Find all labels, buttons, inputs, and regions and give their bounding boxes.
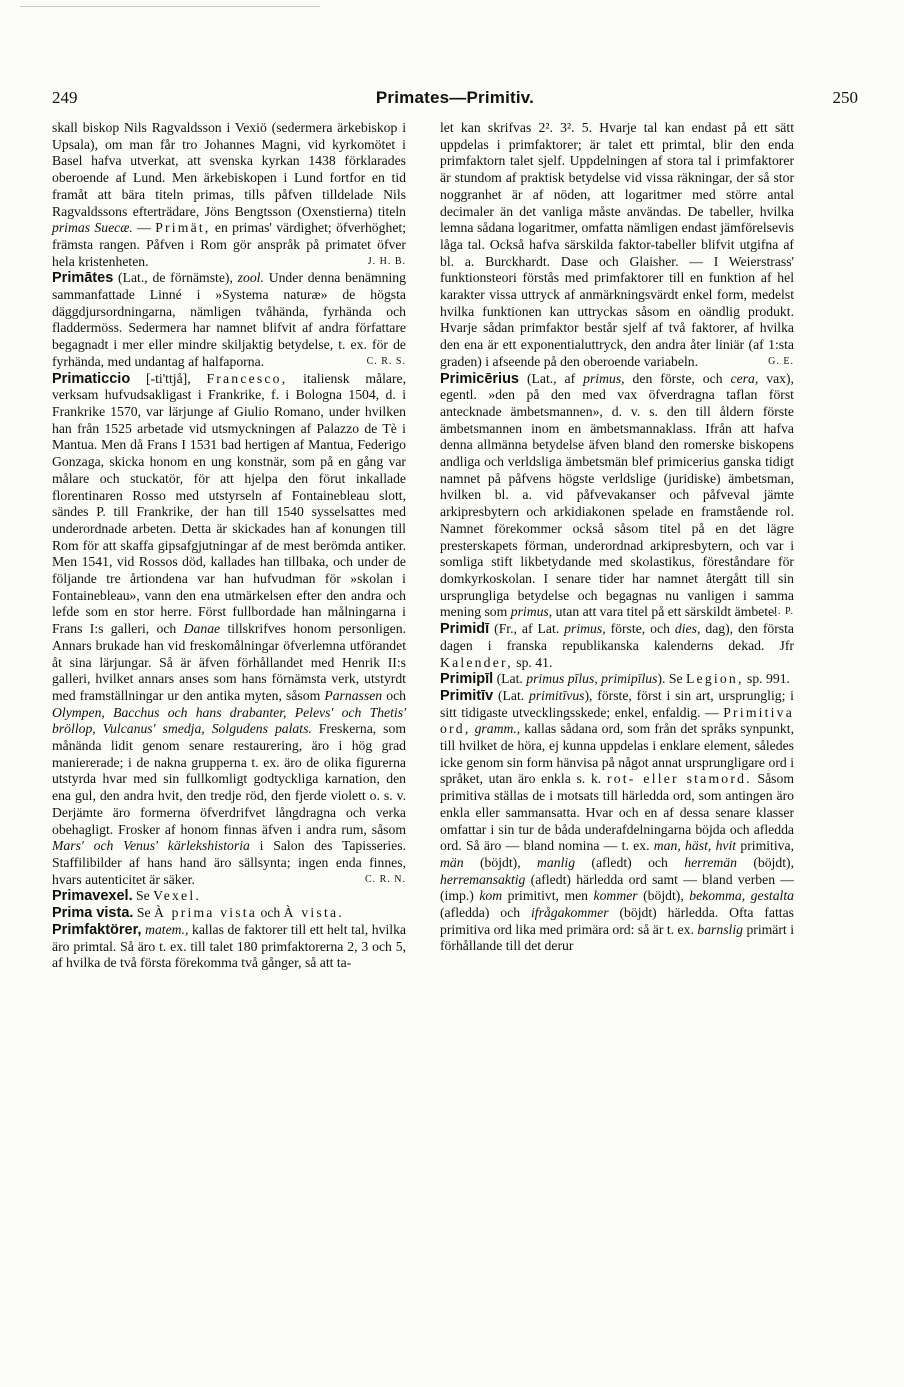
entry-primipil: Primipīl (Lat. primus pīlus, primipīlus). Se Legion, sp. 991. — [440, 671, 790, 688]
entry-primaticcio: Primaticcio [-ti'ttjå], Francesco, italiensk målare, verksam hufvudsakligast i Frankrike, f. i Bologna 1504, d. i Frankrike 1570, var lärjunge af Giulio Romano, under hvilken han från 1525 arbetade vid utsmyckningen af Palazzo de Tè i Mantua. Men då Frans I 1531 bad hertigen af Mantua, Federigo Gonzaga, skicka honom en ung konstnär, som på en gång var målare och stuckatör, för att hjelpa den förut inkallade florentinaren Rosso med utstyrseln af Fontainebleau slott, sändes P. till Frankrike, der han till 1540 sysselsattes med underordnade arbeten. Detta är skickades han af konungen till Rom för att skaffa gipsafgjutningar af de mest berömda antiker. Men 1541, vid Rossos död, kallades han tillbaka, och under de följande tre årtiondena var han hufvudman för »skolan i Fontainebleau», vann den ena utmärkelsen efter den andra och lefde som en stor herre. Först fullbordade han målningarna i Frans I:s galleri, och Danae tillskrifves honom personligen. Annars brukade han vid freskomålningar öfverlemna utförandet åt sina lärjungar. Så är äfven förhållandet med Henrik II:s galleri, hvilket annars anses som hans förnämsta verk, utstyrdt med framställningar ur den antika myten, såsom Parnassen och Olympen, Bacchus och hans drabanter, Pelevs' och Thetis' bröllop, Vulcanus' smedja, Solgudens palats. Freskerna, som månända lidit genom senare restaurering, äro i hög grad maniererade; i de nakna grupperna t. ex. äro de olika figurerna utstyrda hvar med sin fullkomligt godtyckliga karnation, den ena gul, den andra hvit, den tredje röd, den fjerde violett o. s. v. Derjämte äro formerna öfverdrifvet långdragna och verka obehagligt. Frosker af honom finnas äfven i andra rum, såsom Mars' och Venus' kärlekshistoria i Salon des Tapisseries. Staffilibilder af hans hand äro sällsynta; ingen enda finnes, hvars autenticitet är säker. — [52, 370, 406, 887]
entry-primates: Primātes (Lat., de förnämste), zool. Under denna benämning sammanfattade Linné i »Systema naturæ» de högsta däggdjursordningarna, nämligen tvåhända, fyrhända och fladdermöss. Sedermera har namnet blifvit af andra författare begagnadt i mer eller mindre skiljaktig betydelse, t. ex. för de fyrhända, med undantag af halfaporna. — [52, 270, 406, 369]
entry-primfaktorer: Primfaktörer, matem., kallas de faktorer till ett helt tal, hvilka äro primtal. Så äro t. ex. till talet 180 primfaktorerna 2, 3 och 5, af hvilka de två första förekomma två gånger, så att ta- — [52, 921, 406, 971]
entry-primitiv: Primitīv (Lat. primitīvus), förste, först i sin art, ursprunglig; i sitt tidigaste utvecklingsskede; enkel, enfaldig. — Primitiva ord, gramm., kallas sådana ord, som från det språks synpunkt, till hvilket de höra, ej kunna uppdelas i enklare element, således icke genom sin form hänvisa på något annat ursprungligare ord i språket, utan äro enkla s. k. rot- eller stamord. Såsom primitiva ställas de i motsats till härledda ord, som antingen äro enkla eller sammansatta. Hvar och en af dessa senare klasser omfattar i sin tur de båda underafdelningarna böjda och afledda ord. Så äro — bland nomina — t. ex. man, häst, hvit primitiva, män (böjdt), manlig (afledt) och herremän (böjdt), herremansaktig (afledt) härledda ord samt — bland verben — (imp.) kom primitivt, men kommer (böjdt), bekomma, gestalta (afledda) och ifrågakommer (böjdt) härledda. Ofta fattas primitiva ord lika med primära ord: så är t. ex. barnslig primärt i förhållande till det derur — [440, 687, 794, 954]
author-signature: G. E. — [768, 355, 794, 367]
entry-primas-continued: skall biskop Nils Ragvaldsson i Vexiö (sedermera ärkebiskop i Upsala), om man får tro Johannes Magni, vid kyrkomötet i Basel hafva utverkat, att svenska kyrkan 1438 förklarades oberoende af Lund. Men ärkebiskopen i Lund fortfor en tid framåt att bära titeln primas, tills påfven tilldelade Nils Ragvaldssons efterträdare, Jöns Bengtsson (Oxenstierna) titeln primas Suecæ. — Primät, en primas' värdighet; öfverhöghet; främsta rangen. Påfven i Rom gör anspråk på primatet öfver hela kristenheten. — [52, 120, 406, 269]
entry-primfaktorer-continued: let kan skrifvas 2². 3². 5. Hvarje tal kan endast på ett sätt uppdelas i primfaktorer; är talet ett primtal, blir den enda primfaktorn talet sjelf. Uppdelningen af stora tal i primfaktorer är stundom af praktisk betydelse vid vissa räkningar, der så stor noggranhet är af nöden, att logaritmer med större antal decimaler än det vanliga måste användas. De tabeller, hvilka lemna sådana logaritmer, omfatta nämligen endast jämförelsevis låga tal. Också hafva särskilda faktor-tabeller blifvit utgifna af bl. a. Burckhardt. Dase och Glaisher. — I Weierstrass' funktionsteori förstås med primfaktorer till en funktion af hel karakter vissa uttryck af anmärkningsvärdt enkel form, medelst hvilka funktionen kan uttryckas såsom en oändlig produkt. Hvarje sådan primfaktor består sjelf af två faktorer, af hvilka den ena är ett exponentialuttryck, den andra åter liniär (af 1:sta graden) i afseende på den oberoende variabeln. — [440, 120, 794, 369]
page-header — [52, 88, 858, 112]
author-signature: C. R. N. — [364, 873, 406, 885]
entry-prima-vista: Prima vista. Se À prima vista och À vista. — [52, 905, 344, 922]
running-head: Primates—Primitiv. — [375, 88, 535, 107]
headword: Primavexel. — [52, 888, 133, 905]
left-page-number: 249 — [52, 88, 78, 107]
headword: Primicērius — [440, 370, 519, 387]
headword: Primidī — [440, 621, 490, 638]
right-page-number: 250 — [832, 88, 858, 107]
scan-edge-line — [20, 6, 320, 7]
author-signature: J. H. B. — [367, 255, 406, 267]
left-column — [52, 120, 406, 972]
headword: Primātes — [52, 270, 114, 287]
right-column — [440, 120, 794, 955]
entry-primicerius: Primicērius (Lat., af primus, den förste, och cera, vax), egentl. »den på den med vax öfverdragna taflan först antecknade ämbetsmannen», d. v. s. den till åldern förste ämbetsmannen inom en ämbetsmannaklass. Ifrån att hafva denna allmänna betydelse äfven bland den romerske biskopens andliga och verldsliga ämbetsmän blef primicerius ganska tidigt namnet på påfvens högste verldslige (juridiske) ämbetsman, hvilken bl. a. vid påfvevakanser och påfveval jämte arkipresbytern och arkidiakonen spelade en framstående rol. Namnet förekommer också såsom titel på en det lägre presterskapets förman, underordnad arkipresbytern, och var i somliga stift likbetydande med skolastikus, föreståndare för domkyrkoskolan. I senare tider har namnet återgått till sin ursprungliga betydelse och begagnas nu vanligen i samma mening som primus, utan att vara titel på ett särskildt ämbete. — [440, 370, 794, 620]
entry-primavexel: Primavexel. Se Vexel. — [52, 888, 201, 905]
headword: Primitīv — [440, 687, 494, 704]
entry-primidi: Primidī (Fr., af Lat. primus, förste, och dies, dag), den första dagen i franska republikanska kalenderns dekad. Jfr Kalender, sp. 41. — [440, 621, 794, 670]
headword: Primfaktörer, — [52, 921, 142, 938]
author-signature: J. P. — [773, 606, 794, 618]
headword: Primaticcio — [52, 370, 131, 387]
headword: Primipīl — [440, 671, 494, 688]
author-signature: C. R. S. — [366, 355, 406, 367]
headword: Prima vista. — [52, 905, 134, 922]
